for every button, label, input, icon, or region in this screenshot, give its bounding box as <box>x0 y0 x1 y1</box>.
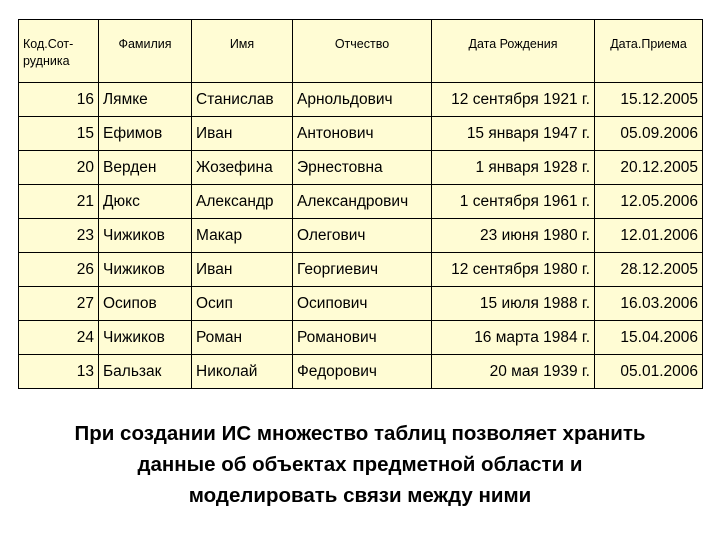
cell-last-name: Верден <box>99 151 192 185</box>
cell-last-name: Чижиков <box>99 253 192 287</box>
caption-line: При создании ИС множество таблиц позволяет хранить <box>74 422 646 445</box>
cell-birth-date: 15 января 1947 г. <box>432 117 595 151</box>
cell-hire-date: 12.05.2006 <box>595 185 703 219</box>
cell-hire-date: 20.12.2005 <box>595 151 703 185</box>
table-header-row <box>19 20 703 83</box>
table-row <box>19 151 703 185</box>
header-birth-date: Дата Рождения <box>432 20 595 83</box>
cell-employee-code: 27 <box>19 287 99 321</box>
cell-patronymic: Георгиевич <box>293 253 432 287</box>
employees-table <box>18 19 703 389</box>
table-row <box>19 287 703 321</box>
cell-first-name: Жозефина <box>192 151 293 185</box>
cell-first-name: Осип <box>192 287 293 321</box>
cell-first-name: Роман <box>192 321 293 355</box>
cell-first-name: Станислав <box>192 83 293 117</box>
cell-patronymic: Арнольдович <box>293 83 432 117</box>
cell-first-name: Николай <box>192 355 293 389</box>
cell-hire-date: 15.04.2006 <box>595 321 703 355</box>
cell-employee-code: 20 <box>19 151 99 185</box>
cell-employee-code: 15 <box>19 117 99 151</box>
cell-patronymic: Романович <box>293 321 432 355</box>
cell-employee-code: 16 <box>19 83 99 117</box>
cell-hire-date: 05.01.2006 <box>595 355 703 389</box>
cell-patronymic: Олегович <box>293 219 432 253</box>
cell-first-name: Иван <box>192 117 293 151</box>
cell-first-name: Макар <box>192 219 293 253</box>
header-first-name: Имя <box>192 20 293 83</box>
cell-birth-date: 1 января 1928 г. <box>432 151 595 185</box>
cell-birth-date: 16 марта 1984 г. <box>432 321 595 355</box>
cell-hire-date: 05.09.2006 <box>595 117 703 151</box>
cell-first-name: Александр <box>192 185 293 219</box>
cell-last-name: Лямке <box>99 83 192 117</box>
cell-patronymic: Александрович <box>293 185 432 219</box>
cell-birth-date: 23 июня 1980 г. <box>432 219 595 253</box>
caption-text <box>0 418 720 511</box>
cell-first-name: Иван <box>192 253 293 287</box>
cell-birth-date: 20 мая 1939 г. <box>432 355 595 389</box>
cell-patronymic: Эрнестовна <box>293 151 432 185</box>
cell-birth-date: 12 сентября 1980 г. <box>432 253 595 287</box>
cell-last-name: Чижиков <box>99 219 192 253</box>
cell-patronymic: Осипович <box>293 287 432 321</box>
header-hire-date: Дата.Приема <box>595 20 703 83</box>
header-patronymic: Отчество <box>293 20 432 83</box>
cell-hire-date: 15.12.2005 <box>595 83 703 117</box>
cell-patronymic: Антонович <box>293 117 432 151</box>
cell-birth-date: 1 сентября 1961 г. <box>432 185 595 219</box>
caption-line: моделировать связи между ними <box>188 484 532 507</box>
cell-hire-date: 16.03.2006 <box>595 287 703 321</box>
header-employee-code: Код.Сот-рудника <box>19 20 99 83</box>
cell-employee-code: 21 <box>19 185 99 219</box>
table-row <box>19 185 703 219</box>
table-row <box>19 321 703 355</box>
cell-last-name: Ефимов <box>99 117 192 151</box>
table-row <box>19 117 703 151</box>
caption-line: данные об объектах предметной области и <box>137 453 583 476</box>
table-row <box>19 219 703 253</box>
cell-last-name: Дюкс <box>99 185 192 219</box>
cell-last-name: Осипов <box>99 287 192 321</box>
cell-birth-date: 15 июля 1988 г. <box>432 287 595 321</box>
cell-hire-date: 12.01.2006 <box>595 219 703 253</box>
table-row <box>19 355 703 389</box>
header-last-name: Фамилия <box>99 20 192 83</box>
cell-employee-code: 23 <box>19 219 99 253</box>
cell-hire-date: 28.12.2005 <box>595 253 703 287</box>
table-row <box>19 83 703 117</box>
cell-birth-date: 12 сентября 1921 г. <box>432 83 595 117</box>
cell-employee-code: 13 <box>19 355 99 389</box>
cell-last-name: Чижиков <box>99 321 192 355</box>
table-row <box>19 253 703 287</box>
cell-last-name: Бальзак <box>99 355 192 389</box>
cell-patronymic: Федорович <box>293 355 432 389</box>
cell-employee-code: 24 <box>19 321 99 355</box>
cell-employee-code: 26 <box>19 253 99 287</box>
